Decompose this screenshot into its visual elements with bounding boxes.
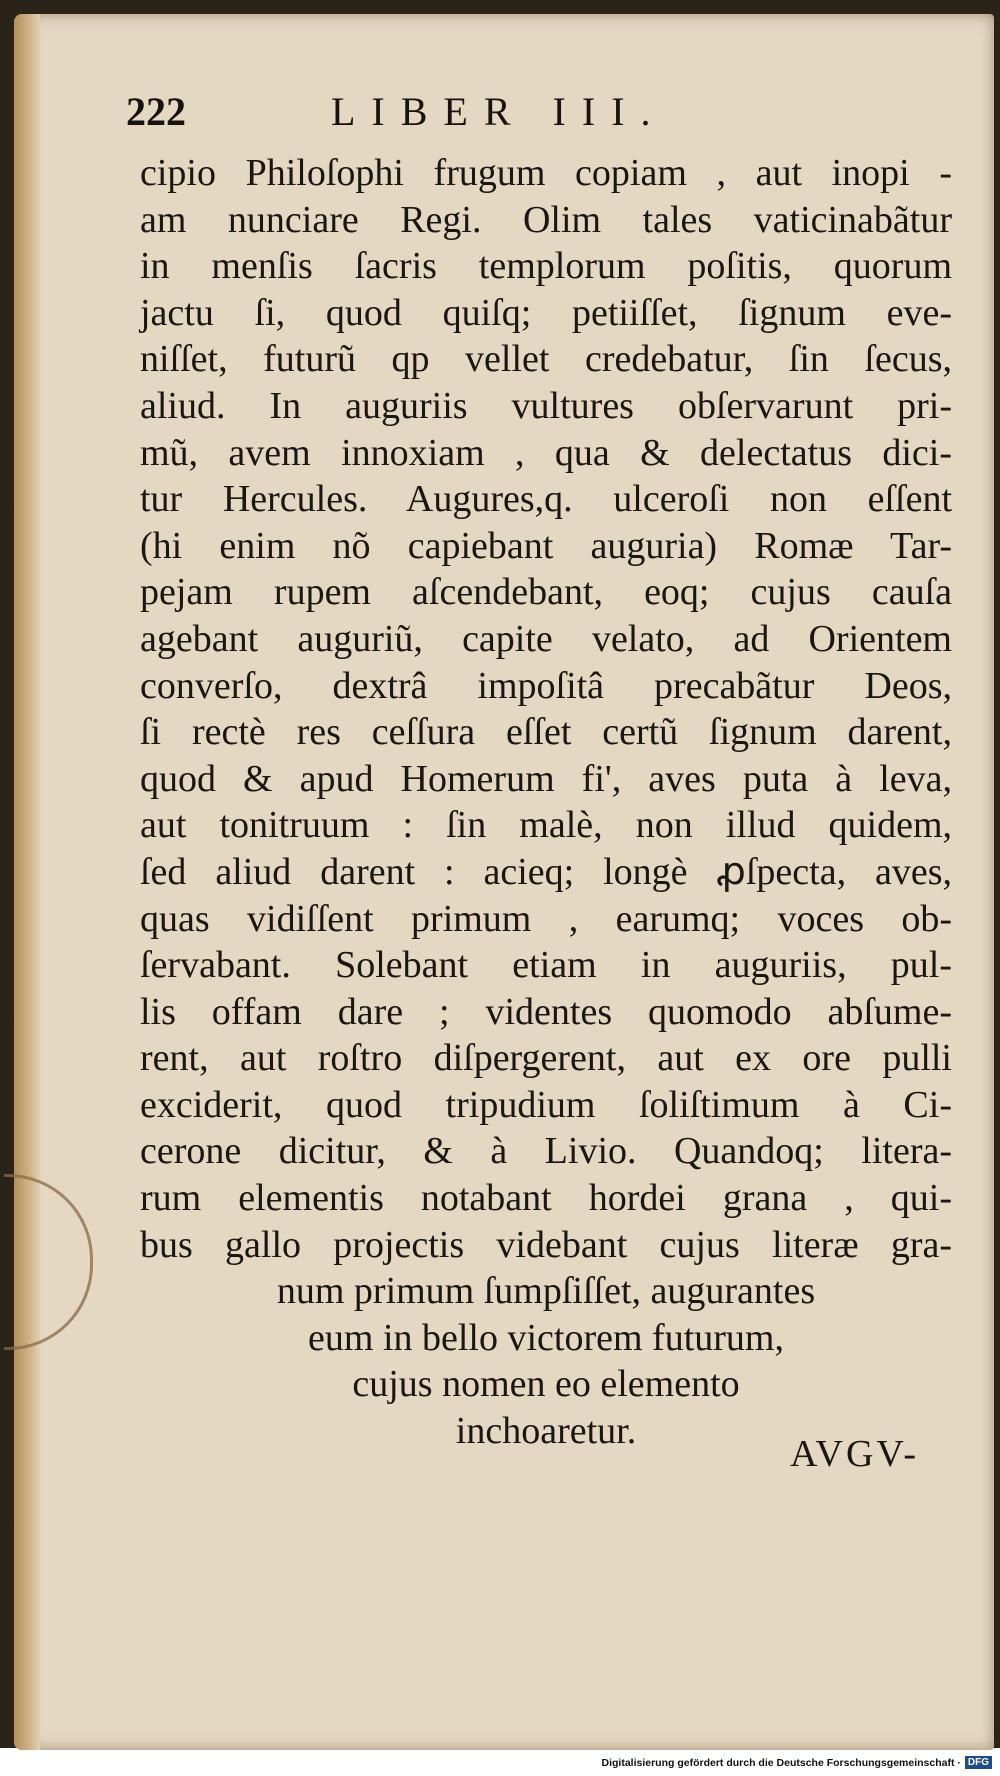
catchword: AVGV- — [790, 1433, 920, 1475]
text-line: cujus nomen eo elemento — [352, 1363, 740, 1406]
credit-text: Digitalisierung gefördert durch die Deutsche Forschungsgemeinschaft · — [601, 1756, 961, 1769]
text-line: tur Hercules. Augures,q. ulceroſi non eſſent — [140, 478, 952, 521]
text-line: bus gallo projectis videbant cujus literæ gra- — [140, 1223, 952, 1266]
text-line: am nunciare Regi. Olim tales vaticinabãtur — [140, 198, 952, 241]
running-title: LIBER III. — [331, 89, 667, 134]
text-line: agebant auguriũ, capite velato, ad Orientem — [140, 617, 952, 660]
text-line: ſervabant. Solebant etiam in auguriis, pul- — [140, 944, 952, 987]
text-line: (hi enim nõ capiebant auguria) Romæ Tar- — [140, 524, 952, 567]
text-line: ſed aliud darent : acieq; longè ꝓſpecta, aves, — [140, 850, 952, 893]
text-line: cipio Philoſophi frugum copiam , aut inopi - — [140, 152, 952, 194]
text-line: rent, aut roſtro diſpergerent, aut ex ore pulli — [140, 1037, 952, 1080]
text-line: pejam rupem aſcendebant, eoq; cujus cauſa — [140, 571, 952, 614]
digitization-credit — [602, 1756, 993, 1769]
text-line: converſo, dextrâ impoſitâ precabãtur Deos, — [140, 664, 952, 707]
text-line: aut tonitruum : ſin malè, non illud quidem, — [140, 804, 952, 847]
text-line: mũ, avem innoxiam , qua & delectatus dici- — [140, 431, 952, 474]
text-line: ſi rectè res ceſſura eſſet certũ ſignum darent, — [140, 711, 952, 754]
text-line: aliud. In auguriis vultures obſervarunt pri- — [140, 384, 952, 427]
text-line: cerone dicitur, & à Livio. Quandoq; litera- — [140, 1130, 952, 1173]
page-edge — [14, 14, 40, 1750]
text-line: num primum ſumpſiſſet, augurantes — [276, 1270, 816, 1313]
page-number: 222 — [126, 89, 186, 134]
text-line: rum elementis notabant hordei grana , qui- — [140, 1177, 952, 1220]
running-head — [126, 88, 716, 138]
text-line: eum in bello victorem futurum, — [308, 1316, 784, 1359]
text-line: jactu ſi, quod quiſq; petiiſſet, ſignum eve- — [140, 291, 952, 334]
text-line: exciderit, quod tripudium ſoliſtimum à Ci- — [140, 1083, 952, 1126]
text-line: lis offam dare ; videntes quomodo abſume- — [140, 990, 952, 1033]
text-line: in menſis ſacris templorum poſitis, quorum — [140, 245, 952, 288]
body-text — [140, 150, 952, 1455]
dfg-logo: DFG — [965, 1756, 992, 1769]
clasp-mark — [4, 1174, 93, 1350]
text-line: niſſet, futurũ qp vellet credebatur, ſin ſecus, — [140, 338, 952, 381]
text-line: quod & apud Homerum fi', aves puta à leva, — [140, 757, 952, 800]
text-line: inchoaretur. — [455, 1410, 637, 1453]
text-line: quas vidiſſent primum , earumq; voces ob- — [140, 897, 952, 940]
